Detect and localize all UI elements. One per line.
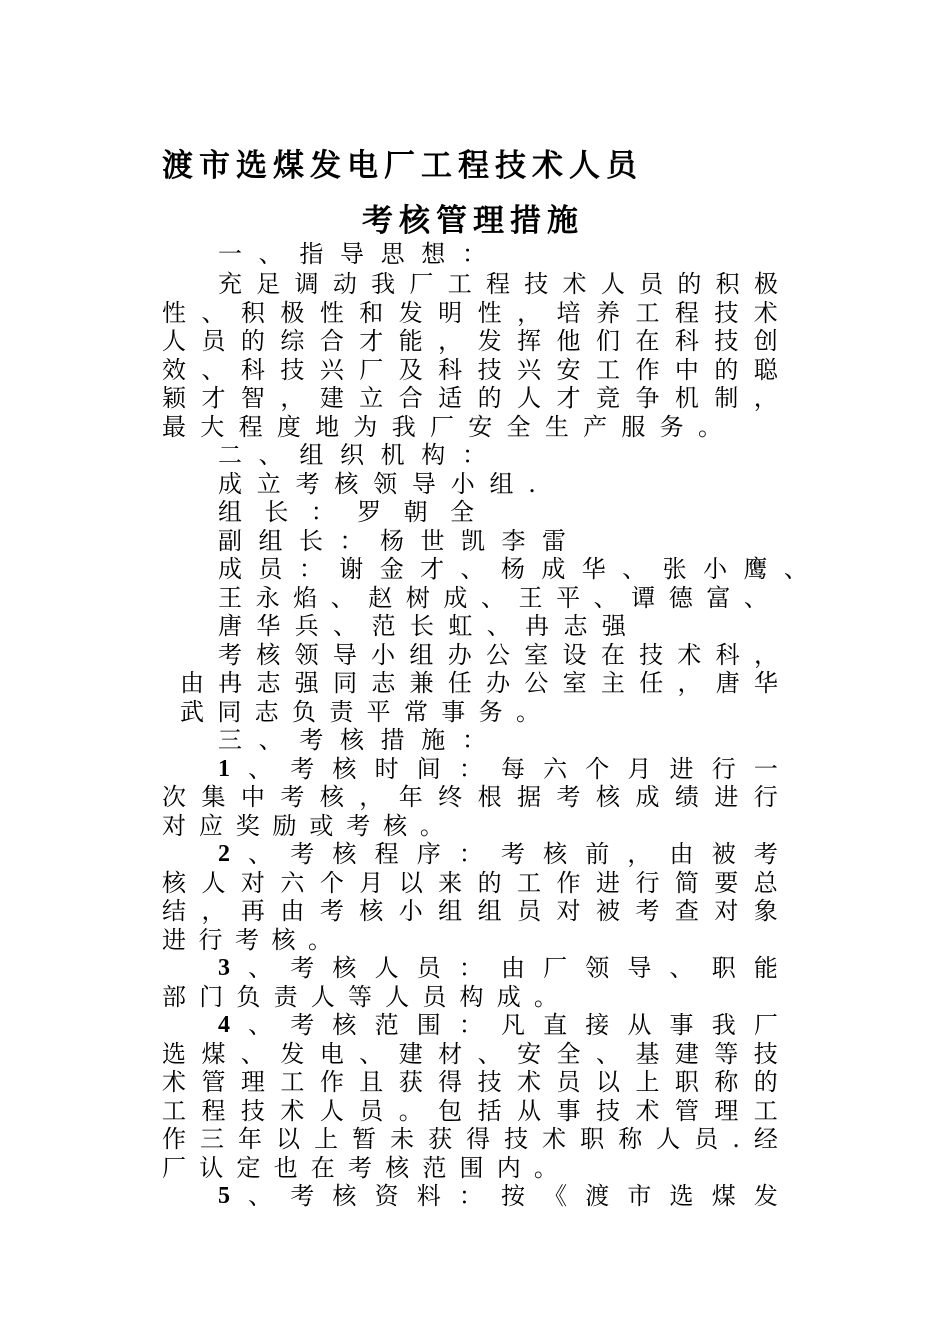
text-line: 由 冉 志 强 同 志 兼 任 办 公 室 主 任 ， 唐 华 bbox=[180, 669, 778, 697]
text-line: 颖 才 智 ， 建 立 合 适 的 人 才 竞 争 机 制 ， bbox=[162, 384, 778, 412]
text-line: 三 、 考 核 措 施 ： bbox=[218, 726, 486, 754]
text-line: 2 、 考 核 程 序 ： 考 核 前 ， 由 被 考 bbox=[218, 840, 778, 868]
text-line: 充 足 调 动 我 厂 工 程 技 术 人 员 的 积 极 bbox=[218, 270, 778, 298]
document-title: 渡市选煤发电厂工程技术人员 bbox=[162, 148, 643, 184]
text-line: 厂 认 定 也 在 考 核 范 围 内 。 bbox=[162, 1154, 558, 1182]
text-line: 术 管 理 工 作 且 获 得 技 术 员 以 上 职 称 的 bbox=[162, 1068, 778, 1096]
text-line: 对 应 奖 励 或 考 核 。 bbox=[162, 812, 444, 840]
text-line: 考 核 领 导 小 组 办 公 室 设 在 技 术 科 ， bbox=[218, 641, 778, 669]
text-line: 人 员 的 综 合 才 能 ， 发 挥 他 们 在 科 技 创 bbox=[162, 327, 778, 355]
text-line: 工 程 技 术 人 员 。 包 括 从 事 技 术 管 理 工 bbox=[162, 1097, 778, 1125]
text-line: 次 集 中 考 核 ， 年 终 根 据 考 核 成 绩 进 行 bbox=[162, 783, 778, 811]
text-line: 进 行 考 核 。 bbox=[162, 926, 332, 954]
text-line: 最 大 程 度 地 为 我 厂 安 全 生 产 服 务 。 bbox=[162, 413, 722, 441]
text-line: 二 、 组 织 机 构 ： bbox=[218, 441, 486, 469]
text-line: 效 、 科 技 兴 厂 及 科 技 兴 安 工 作 中 的 聪 bbox=[162, 356, 778, 384]
text-line: 选 煤 、 发 电 、 建 材 、 安 全 、 基 建 等 技 bbox=[162, 1040, 778, 1068]
text-line: 武 同 志 负 责 平 常 事 务 。 bbox=[180, 698, 540, 726]
text-line: 成 立 考 核 领 导 小 组 . bbox=[218, 470, 536, 498]
text-line: 部 门 负 责 人 等 人 员 构 成 。 bbox=[162, 983, 558, 1011]
text-line: 组 长 ： 罗 朝 全 bbox=[218, 498, 474, 526]
text-line: 性 、 积 极 性 和 发 明 性 ， 培 养 工 程 技 术 bbox=[162, 299, 778, 327]
text-line: 王 永 焰 、 赵 树 成 、 王 平 、 谭 德 富 、 bbox=[218, 584, 768, 612]
document-subtitle: 考核管理措施 bbox=[362, 203, 584, 239]
text-line: 3 、 考 核 人 员 ： 由 厂 领 导 、 职 能 bbox=[218, 954, 778, 982]
text-line: 1 、 考 核 时 间 ： 每 六 个 月 进 行 一 bbox=[218, 755, 778, 783]
text-line: 核 人 对 六 个 月 以 来 的 工 作 进 行 简 要 总 bbox=[162, 869, 778, 897]
text-line: 4 、 考 核 范 围 ： 凡 直 接 从 事 我 厂 bbox=[218, 1011, 778, 1039]
text-line: 一 、 指 导 思 想 ： bbox=[218, 240, 486, 268]
text-line: 成 员 ： 谢 金 才 、 杨 成 华 、 张 小 鹰 、 bbox=[218, 555, 808, 583]
text-line: 作 三 年 以 上 暂 未 获 得 技 术 职 称 人 员 . 经 bbox=[162, 1125, 778, 1153]
text-line: 唐 华 兵 、 范 长 虹 、 冉 志 强 bbox=[218, 612, 626, 640]
text-line: 结 ， 再 由 考 核 小 组 组 员 对 被 考 查 对 象 bbox=[162, 897, 778, 925]
text-line: 5 、 考 核 资 料 ： 按 《 渡 市 选 煤 发 bbox=[218, 1182, 778, 1210]
text-line: 副 组 长 ： 杨 世 凯 李 雷 bbox=[218, 527, 566, 555]
